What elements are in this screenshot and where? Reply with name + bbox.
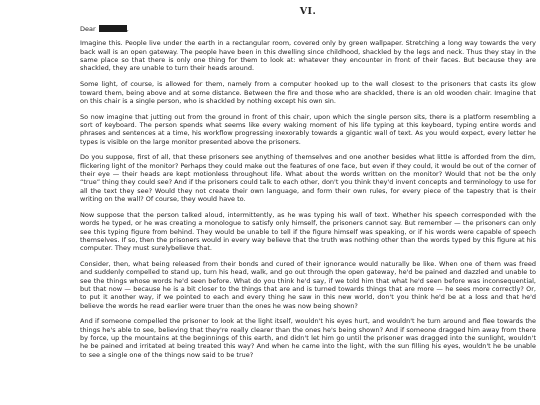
paragraph: Now suppose that the person talked aloud, intermittently, as he was typing his wall of text. Whether his speech corresponded with the words he typed, or he was creating a monologue to satisfy only himself, the prisoners cannot say. But remember — the prisoners can only see this typing figure from behind. They would be unable to tell if the figure himself was speaking, or if his words were capable of speech themselves. If so, then the prisoners would in every way believe that the truth was nothing other than the words typed by this figure at his computer. They must surelybelieve that. xyxy=(80,210,536,253)
paragraph: Some light, of course, is allowed for them, namely from a computer hooked up to the wall closest to the prisoners that casts its glow toward them, being above and at some distance. Between the fire and those who are shackled, there is an old wooden chair. Imagine that on this chair is a single person, who is shackled by nothing except his own sin. xyxy=(80,80,536,105)
salutation-text: Dear xyxy=(80,25,96,33)
paragraph: So now imagine that jutting out from the ground in front of this chair, upon which the single person sits, there is a platform resembling a sort of keyboard. The person spends what seems like every waking moment of his life typing at this keyboard, typing entire words and phrases and sentences at a time, his workflow progressing inexorably towards a gigantic wall of text. As you would expect, every letter he types is visible on the large monitor presented above the prisoners. xyxy=(80,112,536,146)
salutation-comma: , xyxy=(126,25,129,33)
paragraph: Do you suppose, first of all, that these prisoners see anything of themselves and one another besides what little is afforded from the dim, flickering light of the monitor? Perhaps they could make out the features of one face, but even if they could, it would be out of the corner of their eye — their heads are kept motionless throughout life. What about the words written on the monitor? Would that not be the only “true” thing they could see? And if the prisoners could talk to each other, don't you think they'd invent concepts and terminology to use for all the text they see? Would they not create their own language, and form their own rules, for every piece of the tapestry that is their writing on the wall? Of course, they would have to. xyxy=(80,153,536,204)
paragraph: And if someone compelled the prisoner to look at the light itself, wouldn't his eyes hurt, and wouldn't he turn around and flee towards the things he's able to see, believing that they're really clearer than the ones he's being shown? And if someone dragged him away from there by force, up the mountains at the beginnings of this earth, and didn't let him go until the prisoner was dragged into the sunlight, wouldn't he be pained and irritated at being treated this way? And when he came into the light, with the sun filling his eyes, wouldn't he be unable to see a single one of the things now said to be true? xyxy=(80,317,536,359)
letter-page xyxy=(80,6,536,366)
paragraph: Consider, then, what being released from their bonds and cured of their ignorance would naturally be like. When one of them was freed and suddenly compelled to stand up, turn his head, walk, and go out through the open gateway, he'd be pained and dazzled and unable to see the things whose words he'd seen before. What do you think he'd say, if we told him that what he'd seen before was inconsequential, but that now — because he is a bit closer to the things that are and is turned towards things that are more — he sees more correctly? Or, to put it another way, if we pointed to each and every thing he saw in this new world, don't you think he'd be at a loss and that he'd believe the words he read earlier were truer than the ones he was now being shown? xyxy=(80,259,536,310)
salutation-line xyxy=(80,25,536,33)
paragraph: Imagine this. People live under the earth in a rectangular room, covered only by green wallpaper. Stretching a long way towards the very back wall is an open gateway. The people have been in this dwelling since childhood, shackled by the legs and neck. Thus they stay in the same place so that there is only one thing for them to look at: whatever they encounter in front of their faces. But because they are shackled, they are unable to turn their heads around. xyxy=(80,39,536,73)
section-heading: VI. xyxy=(299,6,317,17)
redacted-name-block xyxy=(99,25,127,32)
